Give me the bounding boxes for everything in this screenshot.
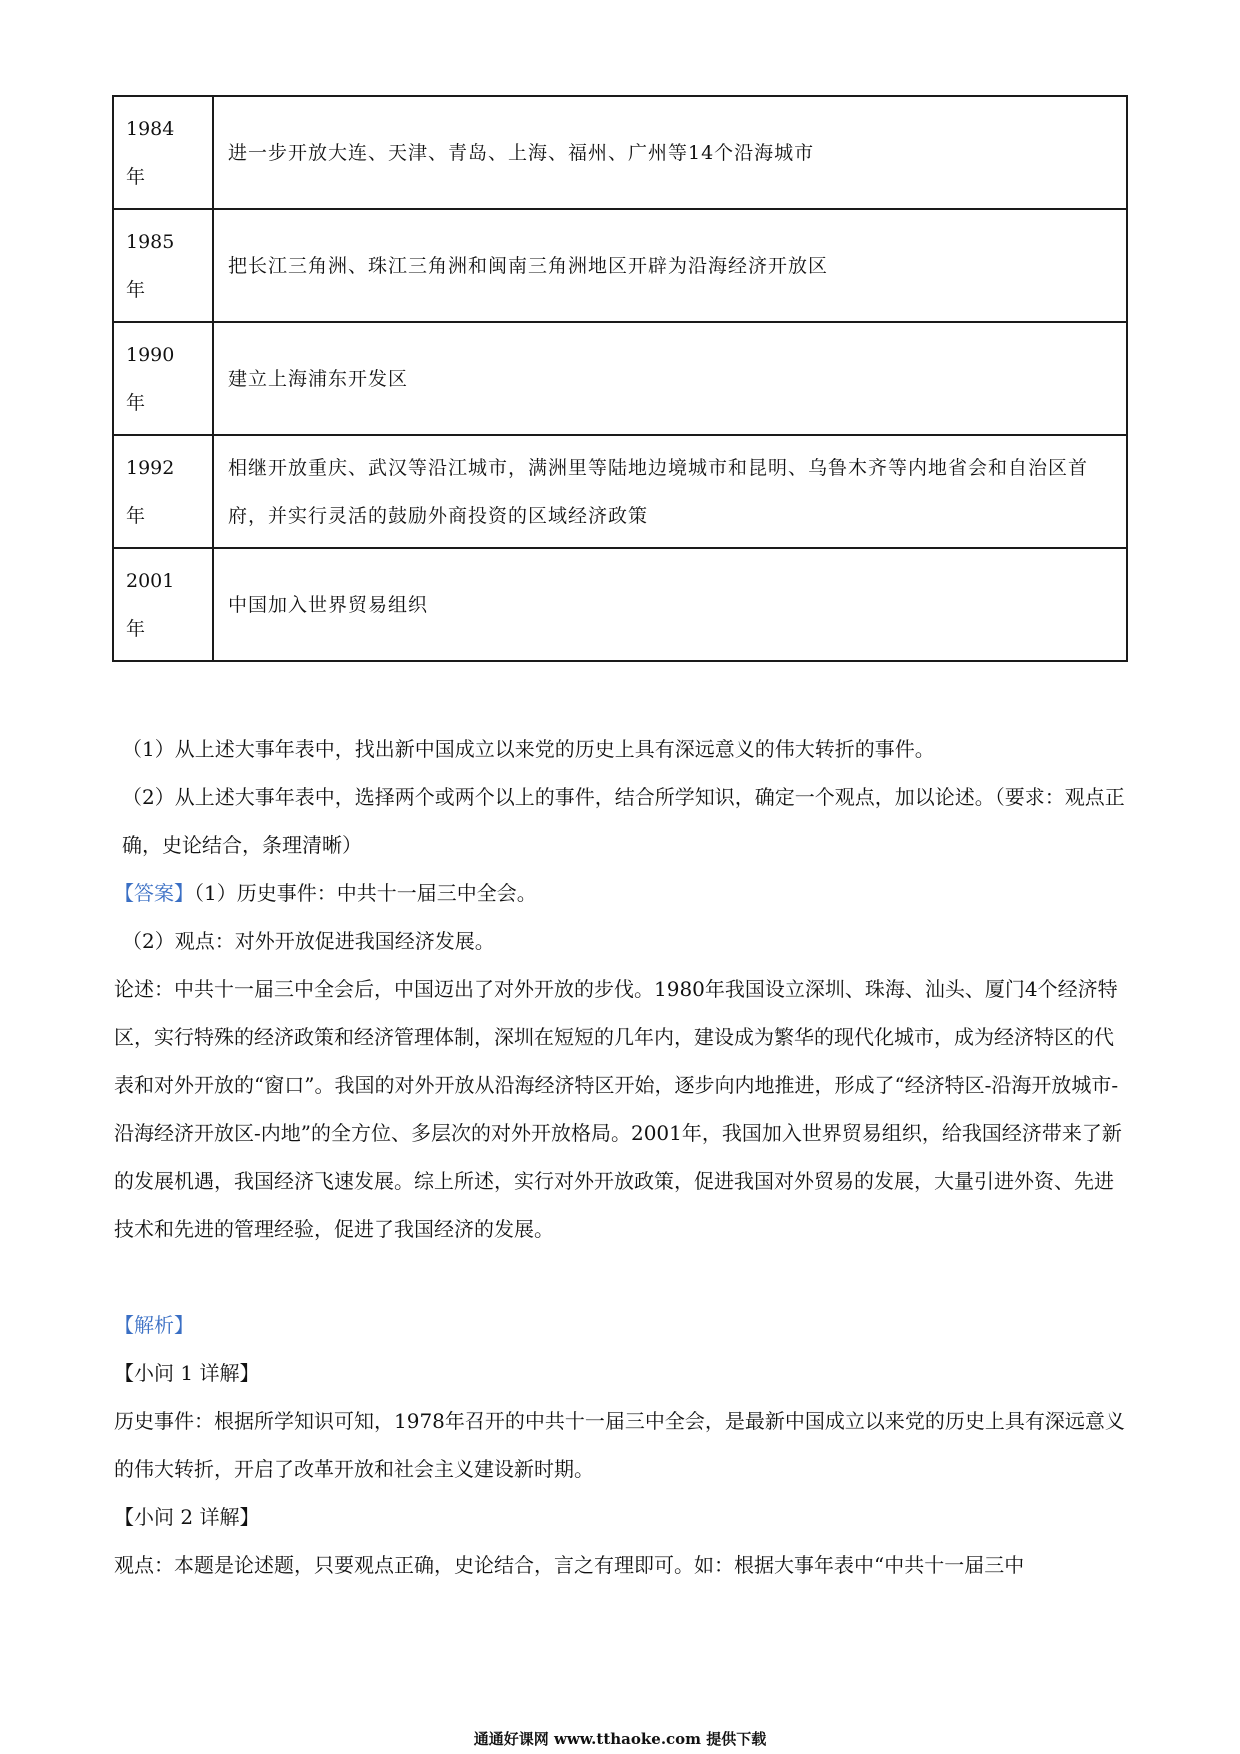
year-number: 1985 (126, 230, 175, 253)
year-cell (113, 435, 213, 548)
year-unit: 年 (126, 165, 146, 188)
answer-argument: 论述：中共十一届三中全会后，中国迈出了对外开放的步伐。1980年我国设立深圳、珠海、汕头、厦门4个经济特区，实行特殊的经济政策和经济管理体制，深圳在短短的几年内，建设成为繁华的现代化城市，成为经济特区的代表和对外开放的“窗口”。我国的对外开放从沿海经济特区开始，逐步向内地推进，形成了“经济特区-沿海开放城市-沿海经济开放区-内地”的全方位、多层次的对外开放格局。2001年，我国加入世界贸易组织，给我国经济带来了新的发展机遇，我国经济飞速发展。综上所述，实行对外开放政策，促进我国对外贸易的发展，大量引进外资、先进技术和先进的管理经验，促进了我国经济的发展。 (114, 977, 1122, 1241)
year-unit: 年 (126, 504, 146, 527)
year-number: 1990 (126, 343, 175, 366)
year-unit: 年 (126, 391, 146, 414)
event-cell: 进一步开放大连、天津、青岛、上海、福州、广州等14个沿海城市 (213, 96, 1127, 209)
analysis-section (114, 1301, 1130, 1589)
year-unit: 年 (126, 278, 146, 301)
event-cell: 中国加入世界贸易组织 (213, 548, 1127, 661)
year-cell (113, 209, 213, 322)
questions-section (114, 725, 1130, 869)
year-number: 2001 (126, 569, 175, 592)
year-unit: 年 (126, 617, 146, 640)
year-number: 1984 (126, 117, 175, 140)
table-row (113, 96, 1127, 209)
question-1: （1）从上述大事年表中，找出新中国成立以来党的历史上具有深远意义的伟大转折的事件。 (122, 737, 935, 761)
answer-line-1 (114, 869, 1130, 917)
answer-2: （2）观点：对外开放促进我国经济发展。 (122, 929, 495, 953)
analysis-label: 【解析】 (114, 1313, 194, 1337)
analysis-sub1-text: 历史事件：根据所学知识可知，1978年召开的中共十一届三中全会，是最新中国成立以来党的历史上具有深远意义的伟大转折，开启了改革开放和社会主义建设新时期。 (114, 1409, 1125, 1481)
question-2: （2）从上述大事年表中，选择两个或两个以上的事件，结合所学知识，确定一个观点，加以论述。（要求：观点正确，史论结合，条理清晰） (122, 785, 1125, 857)
table-row (113, 209, 1127, 322)
footer-watermark: 通通好课网 www.tthaoke.com 提供下载 (473, 1730, 767, 1748)
answer-label: 【答案】 (114, 881, 194, 905)
year-cell (113, 548, 213, 661)
event-cell: 把长江三角洲、珠江三角洲和闽南三角洲地区开辟为沿海经济开放区 (213, 209, 1127, 322)
event-cell: 相继开放重庆、武汉等沿江城市，满洲里等陆地边境城市和昆明、乌鲁木齐等内地省会和自治区首府，并实行灵活的鼓励外商投资的区域经济政策 (213, 435, 1127, 548)
year-cell (113, 322, 213, 435)
answer-section (114, 869, 1130, 1253)
answer-1: （1）历史事件：中共十一届三中全会。 (194, 881, 537, 905)
table-row (113, 322, 1127, 435)
analysis-sub1-title: 【小问 1 详解】 (114, 1361, 260, 1385)
table-row (113, 548, 1127, 661)
events-table (112, 95, 1128, 662)
event-cell: 建立上海浦东开发区 (213, 322, 1127, 435)
year-number: 1992 (126, 456, 175, 479)
analysis-sub2-text: 观点：本题是论述题，只要观点正确，史论结合，言之有理即可。如：根据大事年表中“中共十一届三中 (114, 1553, 1025, 1577)
year-cell (113, 96, 213, 209)
analysis-sub2-title: 【小问 2 详解】 (114, 1505, 260, 1529)
table-row (113, 435, 1127, 548)
